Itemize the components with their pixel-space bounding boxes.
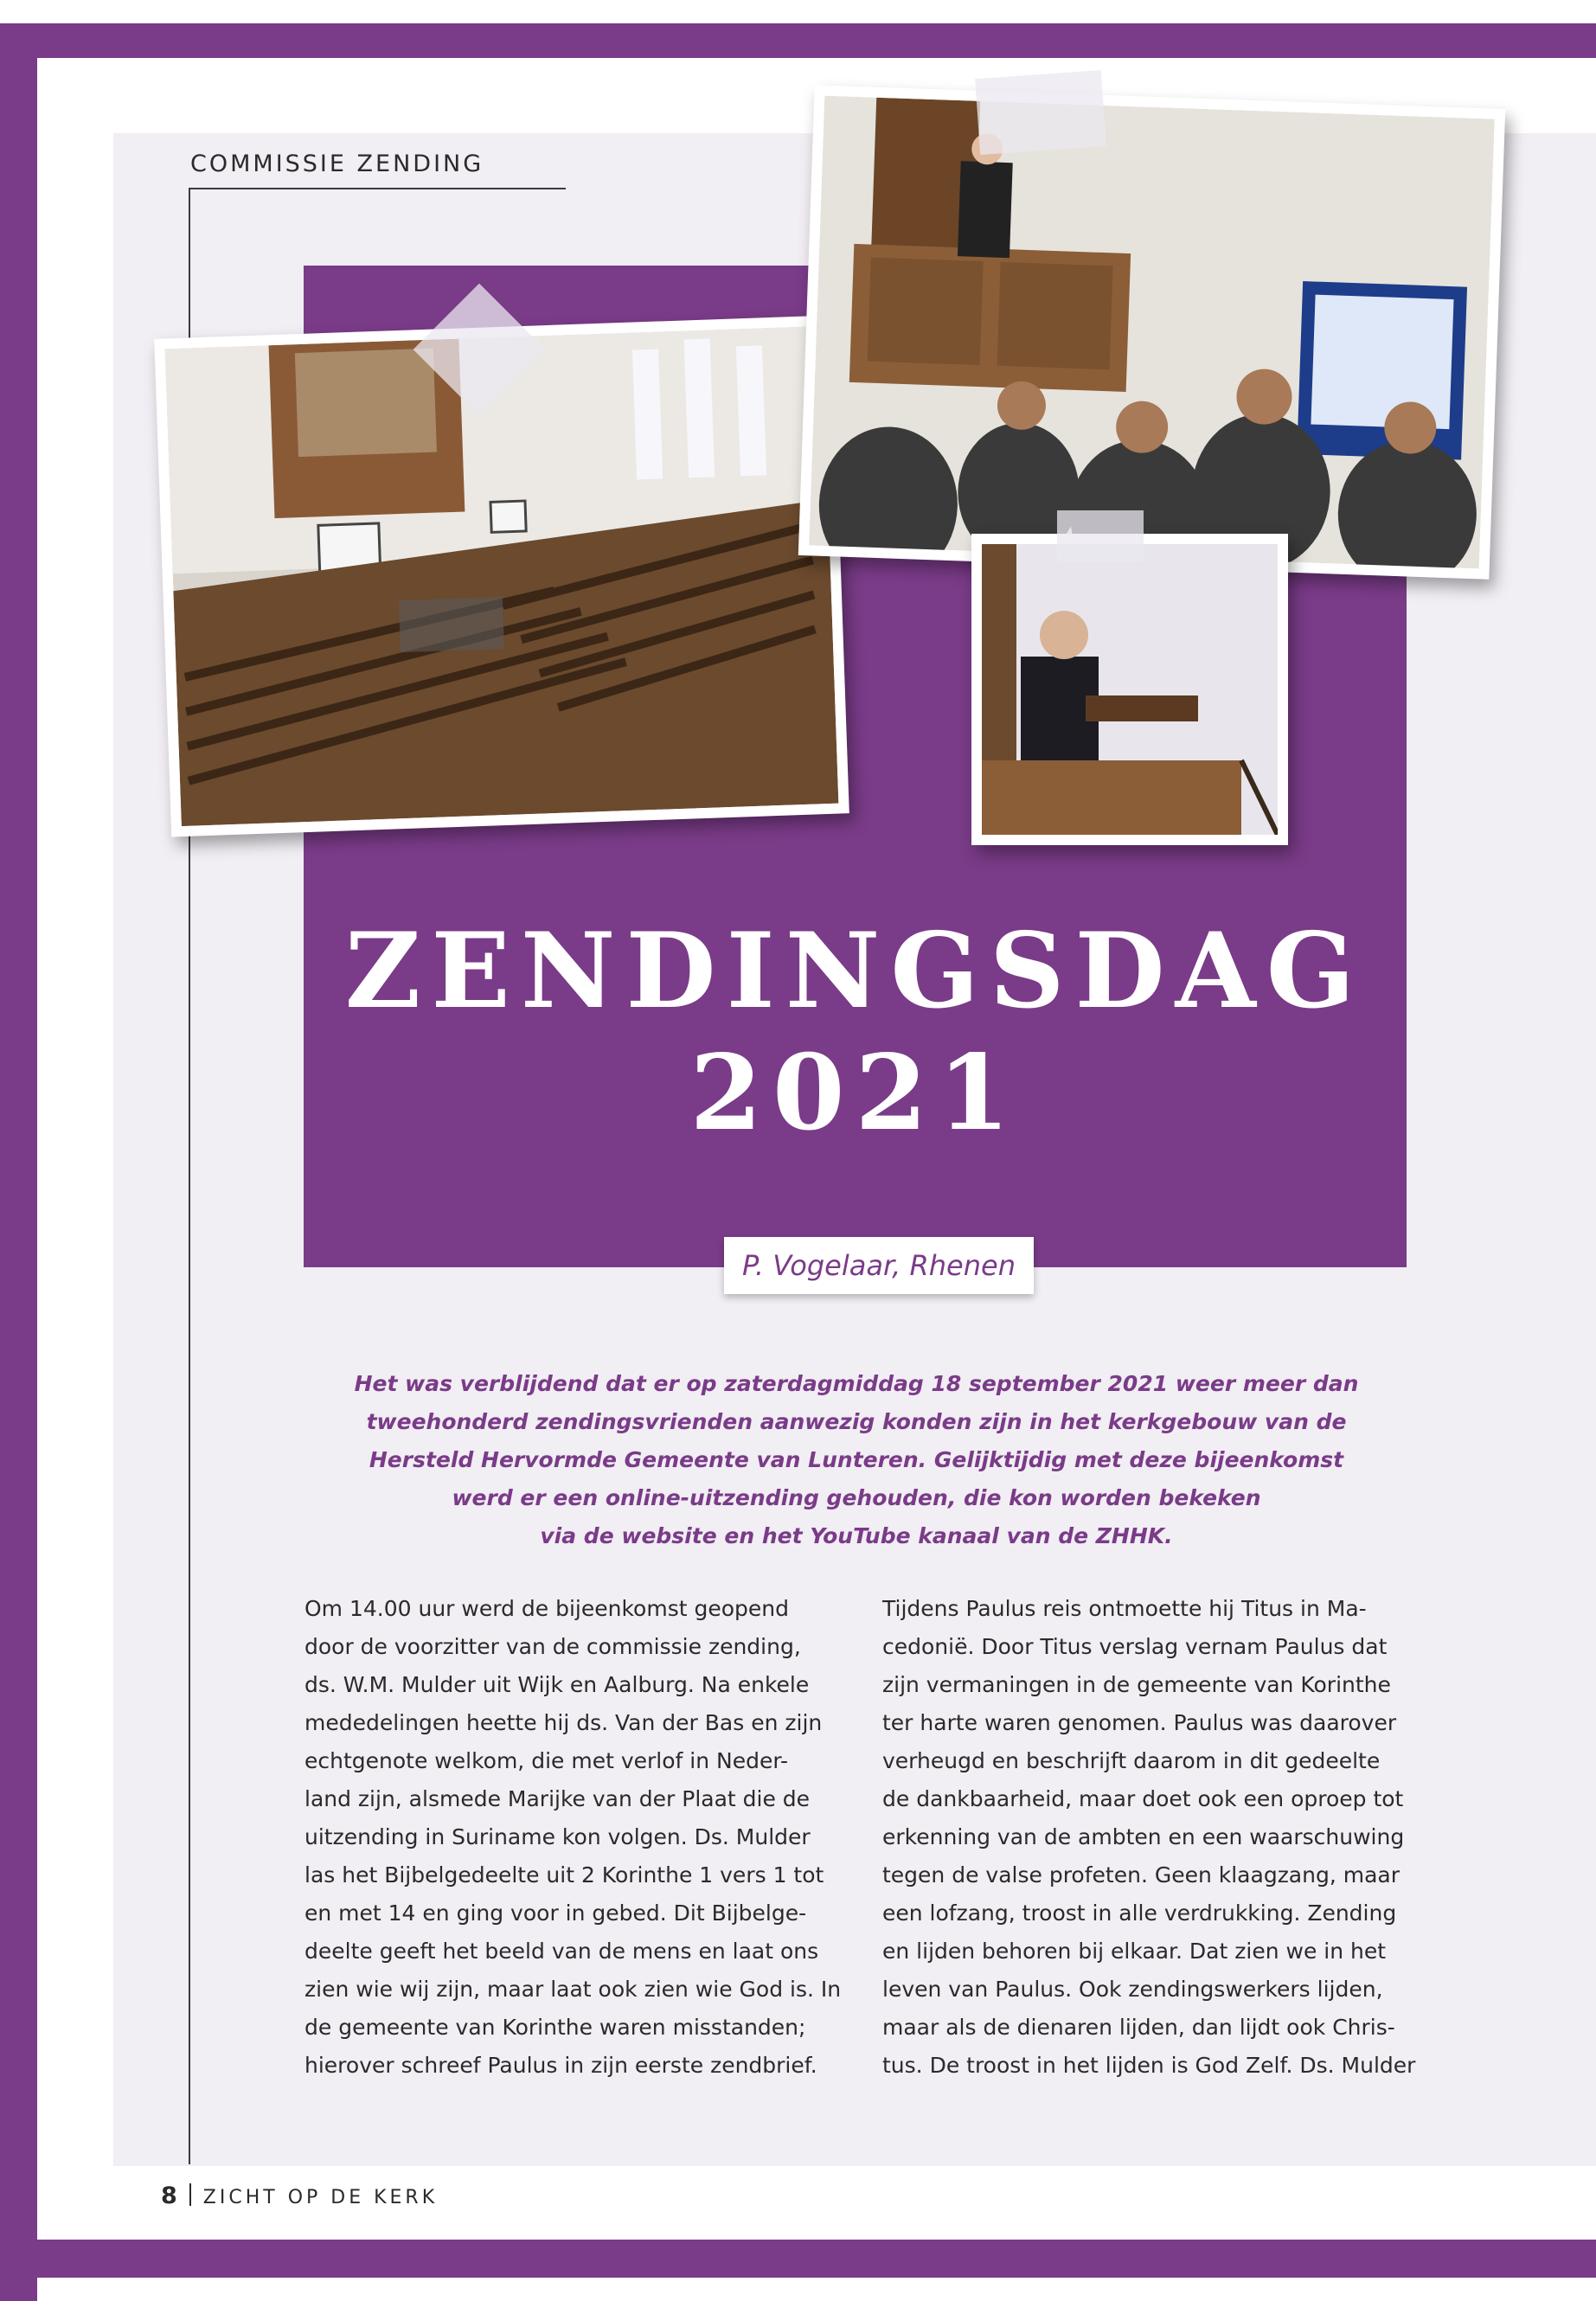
page-frame-left <box>0 23 37 2301</box>
body-line: verheugd en beschrijft daarom in dit gedeelte <box>882 1748 1381 1773</box>
body-line: de gemeente van Korinthe waren misstanden; <box>304 2015 806 2040</box>
photo-tape <box>1057 510 1144 562</box>
author-label: P. Vogelaar, Rhenen <box>724 1237 1034 1294</box>
page-number: 8 <box>161 2182 177 2209</box>
body-line: las het Bijbelgedeelte uit 2 Korinthe 1 vers 1 tot <box>304 1862 824 1888</box>
intro-line: tweehonderd zendingsvrienden aanwezig konden zijn in het kerkgebouw van de <box>366 1409 1347 1434</box>
body-line: tus. De troost in het lijden is God Zelf. Ds. Mulder <box>882 2053 1416 2078</box>
intro-line: werd er een online-uitzending gehouden, die kon worden bekeken <box>452 1485 1261 1510</box>
photo-pulpit-audience <box>798 85 1505 580</box>
body-line: zijn vermaningen in de gemeente van Korinthe <box>882 1672 1391 1697</box>
body-line: land zijn, alsmede Marijke van der Plaat die de <box>304 1786 811 1811</box>
magazine-name: ZICHT OP DE KERK <box>202 2187 439 2208</box>
page-frame-bottom <box>0 2240 1596 2278</box>
body-line: cedonië. Door Titus verslag vernam Paulus dat <box>882 1634 1388 1659</box>
body-line: de dankbaarheid, maar doet ook een oproep tot <box>882 1786 1404 1811</box>
page-footer <box>161 2182 438 2209</box>
intro-line: Het was verblijdend dat er op zaterdagmiddag 18 september 2021 weer meer dan <box>354 1371 1359 1396</box>
photo-tape <box>975 70 1106 155</box>
photo-church-interior <box>154 315 849 836</box>
footer-divider <box>189 2183 191 2206</box>
body-column-left <box>304 1590 841 2085</box>
body-line: deelte geeft het beeld van de mens en laat ons <box>304 1939 819 1964</box>
body-line: mededelingen heette hij ds. Van der Bas en zijn <box>304 1710 823 1735</box>
body-line: en met 14 en ging voor in gebed. Dit Bijbelge- <box>304 1900 807 1926</box>
body-line: uitzending in Suriname kon volgen. Ds. Mulder <box>304 1824 811 1849</box>
body-line: ds. W.M. Mulder uit Wijk en Aalburg. Na enkele <box>304 1672 810 1697</box>
body-line: een lofzang, troost in alle verdrukking. Zending <box>882 1900 1397 1926</box>
body-line: hierover schreef Paulus in zijn eerste zendbrief. <box>304 2053 817 2078</box>
photo-speaker <box>971 534 1288 845</box>
article-title-line1: ZENDINGSDAG <box>344 910 1366 1032</box>
body-column-right <box>882 1590 1419 2085</box>
section-rule-horizontal <box>189 188 566 189</box>
body-line: door de voorzitter van de commissie zending, <box>304 1634 801 1659</box>
body-line: ter harte waren genomen. Paulus was daarover <box>882 1710 1397 1735</box>
body-line: Tijdens Paulus reis ontmoette hij Titus in Ma- <box>882 1596 1367 1621</box>
body-line: erkenning van de ambten en een waarschuwing <box>882 1824 1405 1849</box>
body-line: maar als de dienaren lijden, dan lijdt ook Chris- <box>882 2015 1395 2040</box>
body-line: zien wie wij zijn, maar laat ook zien wie God is. In <box>304 1977 842 2002</box>
body-line: Om 14.00 uur werd de bijeenkomst geopend <box>304 1596 789 1621</box>
section-label: COMMISSIE ZENDING <box>190 151 484 177</box>
page-frame-top <box>0 23 1596 58</box>
body-line: echtgenote welkom, die met verlof in Neder- <box>304 1748 789 1773</box>
body-line: tegen de valse profeten. Geen klaagzang, maar <box>882 1862 1401 1888</box>
body-line: en lijden behoren bij elkaar. Dat zien we in het <box>882 1939 1387 1964</box>
article-title-line2: 2021 <box>689 1032 1021 1154</box>
intro-line: via de website en het YouTube kanaal van de ZHHK. <box>540 1523 1173 1548</box>
intro-line: Hersteld Hervormde Gemeente van Lunteren. Gelijktijdig met deze bijeenkomst <box>369 1447 1344 1472</box>
article-intro <box>346 1365 1367 1555</box>
body-line: leven van Paulus. Ook zendingswerkers lijden, <box>882 1977 1383 2002</box>
